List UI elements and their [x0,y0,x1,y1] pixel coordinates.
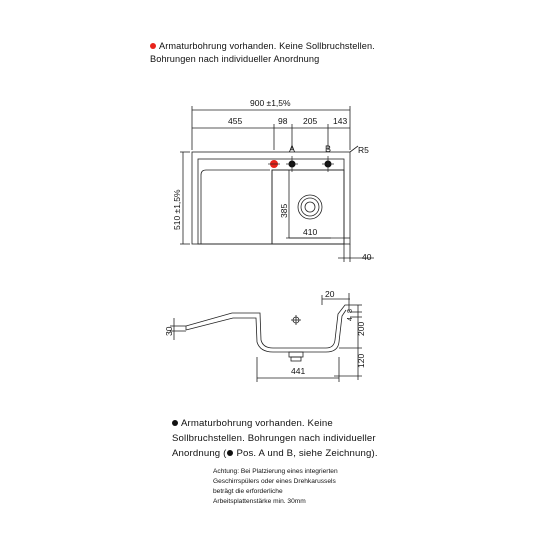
dim-20: 20 [325,289,335,299]
black-dot-inline-icon [227,450,233,456]
dim-385: 385 [279,203,289,218]
top-note-line-2: Bohrungen nach individueller Anordnung [150,54,320,64]
label-b: B [325,144,332,154]
dim-8: 8 [347,309,354,313]
black-dot-icon [172,420,178,426]
dim-total-width: 900 ±1,5% [250,98,291,108]
dim-143: 143 [333,116,348,126]
top-view-drain [298,195,322,219]
dim-4: 4 [347,317,354,321]
dim-455: 455 [228,116,243,126]
warning-line-2: Geschirrspülers oder eines Drehkarussels [213,478,336,485]
bottom-note-line-3-a: Anordnung ( [172,448,227,459]
top-note-line-1-text: Armaturbohrung vorhanden. Keine Sollbruchstellen. [159,41,375,51]
dim-depth: 510 ±1,5% [172,189,182,230]
dim-441: 441 [291,366,306,376]
warning-line-1: Achtung: Bei Platzierung eines integrierten [213,468,338,475]
dim-98: 98 [278,116,288,126]
dim-205: 205 [303,116,318,126]
section-view-profile [186,305,350,361]
r5-leader [350,146,358,152]
bottom-note-line-1-text: Armaturbohrung vorhanden. Keine [181,418,333,429]
dim-410: 410 [303,227,318,237]
warning-line-3: beträgt die erforderliche [213,488,283,495]
label-r5: R5 [358,145,369,155]
bottom-note-line-1 [172,418,333,429]
section-view-dims [170,293,362,382]
dim-30: 30 [164,326,174,336]
label-a: A [289,144,296,154]
dim-40: 40 [362,252,372,262]
bottom-note-line-2: Sollbruchstellen. Bohrungen nach individueller [172,433,376,444]
dim-200: 200 [356,321,366,336]
warning-line-4: Arbeitsplattenstärke min. 30mm [213,498,306,505]
bottom-note-line-3 [172,448,378,459]
bottom-note-line-3-b: Pos. A und B, siehe Zeichnung). [236,448,378,459]
dim-120: 120 [356,353,366,368]
